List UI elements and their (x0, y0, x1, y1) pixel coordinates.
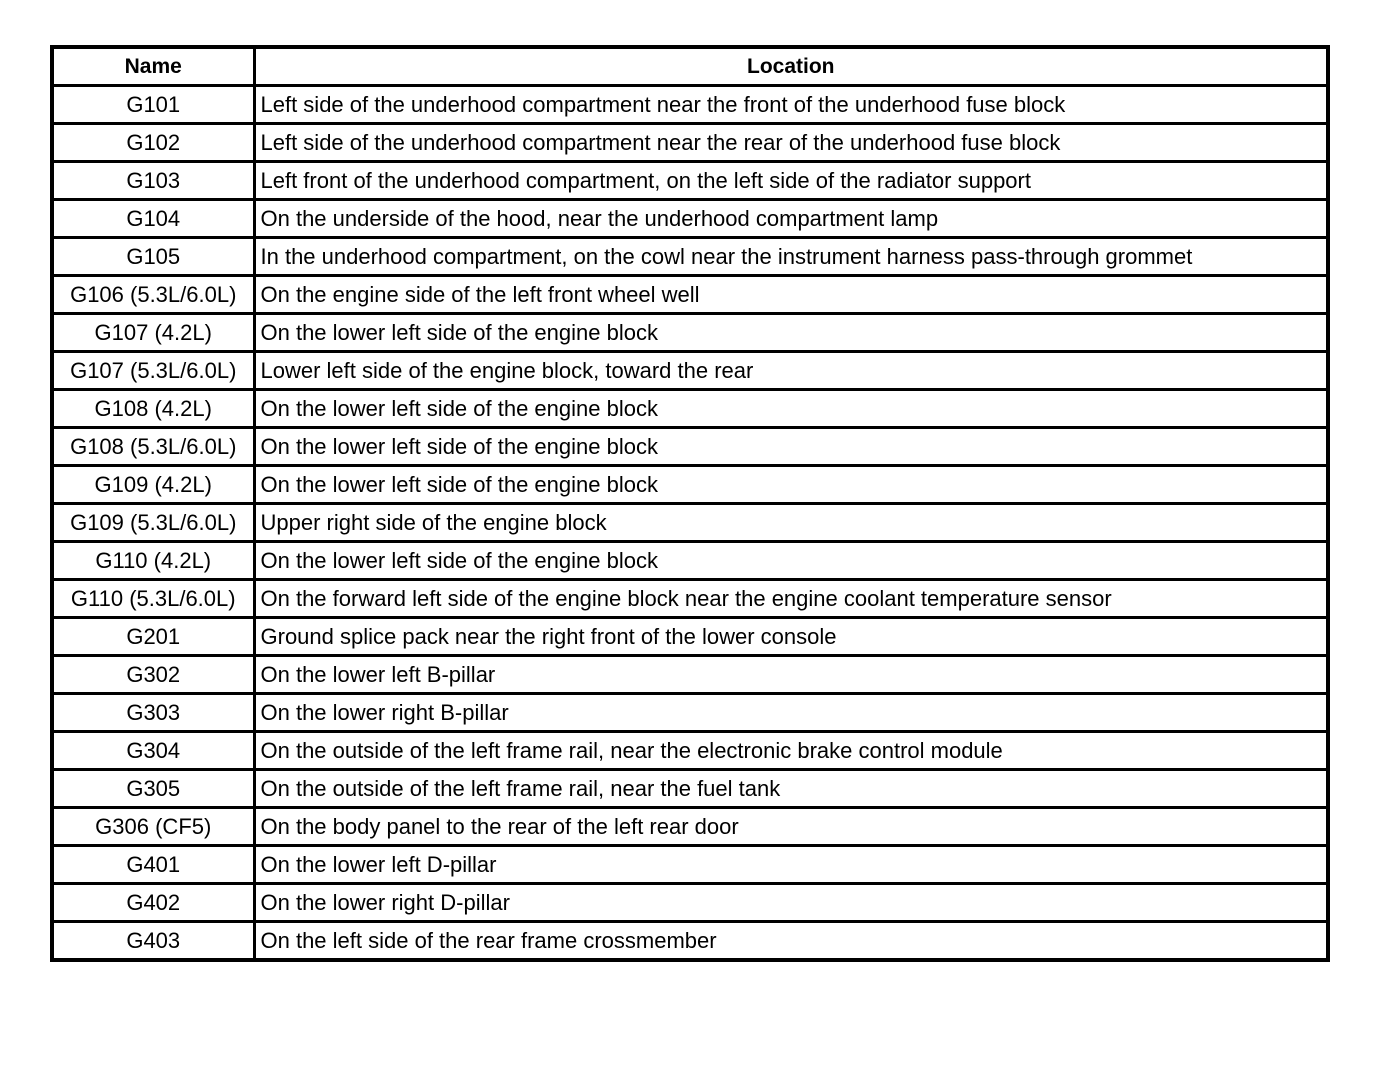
table-row (52, 884, 1328, 922)
ground-name-cell: G108 (5.3L/6.0L) (52, 428, 254, 466)
ground-name-cell: G105 (52, 238, 254, 276)
table-row (52, 162, 1328, 200)
column-header-name: Name (52, 47, 254, 86)
table-row (52, 276, 1328, 314)
table-row (52, 466, 1328, 504)
table-row (52, 390, 1328, 428)
table-row (52, 124, 1328, 162)
ground-location-cell: On the lower left side of the engine block (254, 428, 1328, 466)
ground-location-cell: On the left side of the rear frame crossmember (254, 922, 1328, 961)
ground-location-cell: Left front of the underhood compartment, on the left side of the radiator support (254, 162, 1328, 200)
ground-location-cell: On the engine side of the left front wheel well (254, 276, 1328, 314)
ground-name-cell: G306 (CF5) (52, 808, 254, 846)
table-row (52, 732, 1328, 770)
table-row (52, 922, 1328, 961)
table-row (52, 428, 1328, 466)
table-row (52, 618, 1328, 656)
ground-name-cell: G107 (4.2L) (52, 314, 254, 352)
ground-location-cell: On the underside of the hood, near the underhood compartment lamp (254, 200, 1328, 238)
ground-name-cell: G402 (52, 884, 254, 922)
ground-location-cell: On the outside of the left frame rail, near the fuel tank (254, 770, 1328, 808)
table-row (52, 770, 1328, 808)
ground-location-cell: Left side of the underhood compartment near the rear of the underhood fuse block (254, 124, 1328, 162)
ground-location-cell: Ground splice pack near the right front of the lower console (254, 618, 1328, 656)
ground-name-cell: G304 (52, 732, 254, 770)
ground-name-cell: G302 (52, 656, 254, 694)
table-row (52, 580, 1328, 618)
ground-location-cell: On the body panel to the rear of the left rear door (254, 808, 1328, 846)
ground-name-cell: G107 (5.3L/6.0L) (52, 352, 254, 390)
ground-name-cell: G104 (52, 200, 254, 238)
ground-location-cell: On the lower right D-pillar (254, 884, 1328, 922)
table-row (52, 200, 1328, 238)
table-row (52, 542, 1328, 580)
table-row (52, 808, 1328, 846)
ground-name-cell: G108 (4.2L) (52, 390, 254, 428)
ground-name-cell: G303 (52, 694, 254, 732)
ground-location-cell: On the lower left side of the engine block (254, 542, 1328, 580)
ground-location-cell: On the lower left B-pillar (254, 656, 1328, 694)
table-row (52, 314, 1328, 352)
table-body (52, 86, 1328, 961)
column-header-location: Location (254, 47, 1328, 86)
ground-name-cell: G102 (52, 124, 254, 162)
table-header (52, 47, 1328, 86)
table-row (52, 694, 1328, 732)
ground-name-cell: G401 (52, 846, 254, 884)
ground-name-cell: G109 (5.3L/6.0L) (52, 504, 254, 542)
ground-location-cell: Lower left side of the engine block, toward the rear (254, 352, 1328, 390)
table-row (52, 352, 1328, 390)
ground-location-cell: In the underhood compartment, on the cowl near the instrument harness pass-through grommet (254, 238, 1328, 276)
table-row (52, 656, 1328, 694)
table-row (52, 86, 1328, 124)
ground-location-cell: On the forward left side of the engine block near the engine coolant temperature sensor (254, 580, 1328, 618)
ground-location-cell: On the outside of the left frame rail, near the electronic brake control module (254, 732, 1328, 770)
ground-location-cell: On the lower right B-pillar (254, 694, 1328, 732)
header-row (52, 47, 1328, 86)
ground-location-cell: On the lower left side of the engine block (254, 390, 1328, 428)
ground-location-cell: On the lower left side of the engine block (254, 466, 1328, 504)
ground-name-cell: G403 (52, 922, 254, 961)
ground-locations-table (50, 45, 1330, 962)
ground-name-cell: G110 (5.3L/6.0L) (52, 580, 254, 618)
ground-location-cell: Upper right side of the engine block (254, 504, 1328, 542)
ground-name-cell: G109 (4.2L) (52, 466, 254, 504)
ground-location-cell: Left side of the underhood compartment near the front of the underhood fuse block (254, 86, 1328, 124)
ground-name-cell: G103 (52, 162, 254, 200)
ground-name-cell: G106 (5.3L/6.0L) (52, 276, 254, 314)
ground-location-cell: On the lower left side of the engine block (254, 314, 1328, 352)
ground-name-cell: G305 (52, 770, 254, 808)
ground-location-cell: On the lower left D-pillar (254, 846, 1328, 884)
table-row (52, 504, 1328, 542)
ground-name-cell: G201 (52, 618, 254, 656)
table-row (52, 846, 1328, 884)
ground-name-cell: G101 (52, 86, 254, 124)
table-row (52, 238, 1328, 276)
ground-name-cell: G110 (4.2L) (52, 542, 254, 580)
